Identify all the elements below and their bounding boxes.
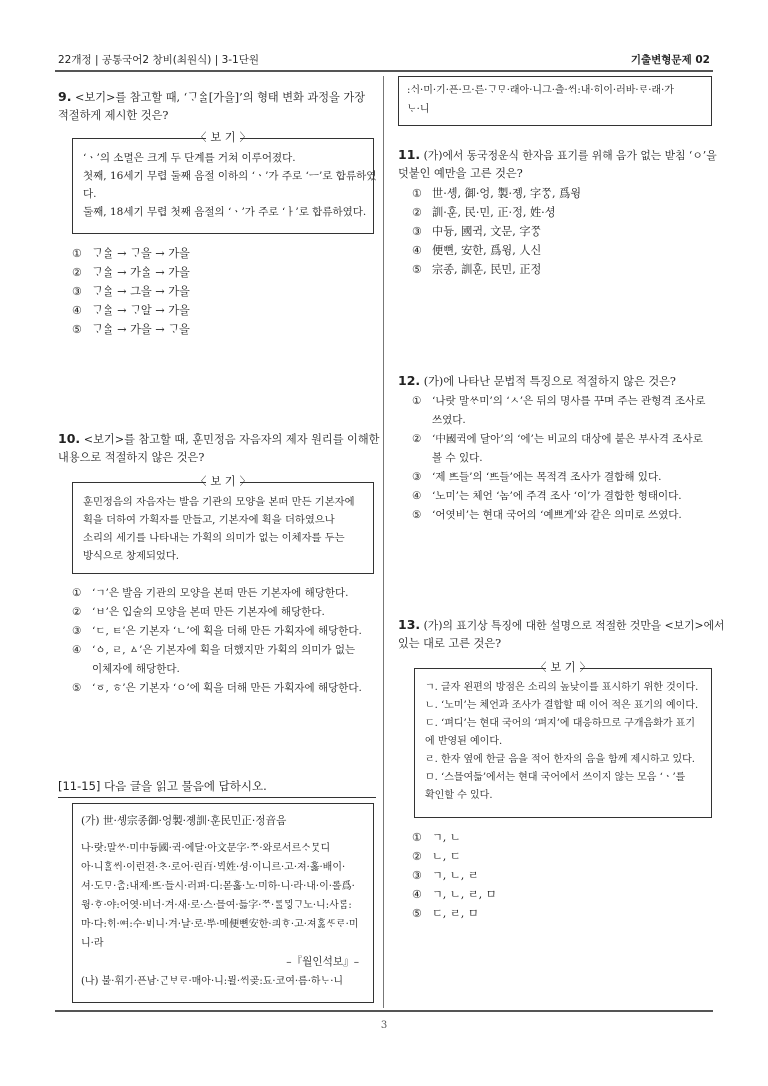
page-number: 3: [380, 1020, 388, 1031]
passage-source: –『월인석보』–: [286, 956, 359, 968]
question-stem: 내용으로 적절하지 않은 것은?: [58, 451, 205, 464]
question-stem: (가)에 나타난 문법적 특징으로 적절하지 않은 것은?: [423, 375, 676, 388]
question-stem: (가)의 표기상 특징에 대한 설명으로 적절한 것만을 <보기>에서: [423, 619, 725, 632]
option-4-cont: 이체자에 해당한다.: [92, 663, 180, 675]
option-3[interactable]: ③ ᄀᆞᅀᆞᆯ → 그을 → 가을: [72, 285, 190, 298]
bogi-line: 방식으로 창제되었다.: [83, 550, 180, 562]
passage-line: [81, 831, 365, 839]
passage-line: 니·라: [81, 938, 104, 949]
question-9: [58, 88, 376, 125]
section-rule: [58, 797, 376, 798]
question-13: [398, 616, 725, 653]
question-number: 10.: [58, 431, 81, 446]
bogi-title: 〈 보 기 〉: [195, 475, 251, 488]
option-2[interactable]: ② ㄴ, ㄷ: [412, 850, 461, 863]
bogi-line: 획을 더하여 가획자를 만들고, 기본자에 획을 더하였으나: [83, 514, 335, 526]
question-10: [58, 430, 380, 467]
option-5[interactable]: ⑤ ᄀᆞᅀᆞᆯ → 가을 → ᄀᆞ을: [72, 323, 190, 336]
passage-box: [72, 803, 374, 1003]
passage-continuation-box: [398, 76, 712, 126]
question-number: 9.: [58, 89, 72, 104]
option-1[interactable]: ① ‘나랏 말ᄊᆞ미’의 ‘ㅅ’은 뒤의 명사를 꾸며 주는 관형격 조사로: [412, 395, 706, 407]
bogi-line: ㄴ. ‘노미’는 체언과 조사가 결합할 때 이어 적은 표기의 예이다.: [425, 700, 699, 711]
option-4[interactable]: ④ ‘ㆁ, ㄹ, ㅿ’은 기본자에 획을 더했지만 가획의 의미가 없는: [72, 644, 356, 656]
option-2[interactable]: ② 訓·훈, 民·민, 正·정, 姓·셩: [412, 206, 556, 219]
options-10: [72, 584, 362, 698]
column-divider: [383, 76, 384, 1008]
question-stem: 적절하게 제시한 것은?: [58, 109, 169, 122]
passage-line: (나) 불·휘기·픈남·ᄀᆞᆫᄇᆞᄅᆞ·매아·니:뮐·ᄊᆡ곶:됴·코여·름·하ᄂᆞ·니: [81, 976, 344, 987]
bogi-box-13: [414, 661, 712, 818]
question-number: 13.: [398, 617, 421, 632]
passage-line: :ᄉᆡ·미·기·픈·므·른·ᄀᆞᄆᆞ·래아·니그·츨·ᄊᆡ:내·히이·러바·ᄅᆞ·래·가: [407, 85, 674, 96]
option-3[interactable]: ③ ‘제 ᄠᅳ들’의 ‘ᄠᅳ들’에는 목적격 조사가 결합해 있다.: [412, 471, 662, 483]
passage-line: 나·랏:말ᄊᆞ·미中듕國·귁·에달·아文문字·ᄍᆞ·와로서르ᄉᆞᄆᆞᆺ디: [81, 843, 331, 854]
header-right: 기출변형문제 02: [630, 54, 710, 66]
bogi-line: 에 반영된 예이다.: [425, 736, 503, 747]
options-11: [412, 184, 581, 279]
footer-rule: [55, 1010, 713, 1012]
question-number: 11.: [398, 147, 421, 162]
passage-line: 마·다:ᄒᆡ·ᅇᅧ:수·ᄫᅵ니·겨·날·로·ᄡᅮ·메便뼌安한·킈ᄒᆞ·고·져ᄒᆞᇙᄯᆞᄅᆞ·미: [81, 919, 359, 930]
options-9: [72, 244, 190, 339]
bogi-line: 소리의 세기를 나타내는 가획의 의미가 없는 이체자를 두는: [83, 532, 345, 544]
header-left: 22개정 | 공통국어2 창비(최원식) | 3-1단원: [58, 54, 260, 66]
option-1-cont: 쓰였다.: [432, 414, 466, 426]
option-5[interactable]: ⑤ ‘ㆆ, ㅎ’은 기본자 ‘ㅇ’에 획을 더해 만든 가획자에 해당한다.: [72, 682, 362, 694]
passage-line: 아·니ᄒᆞᆯᄊᆡ·이런젼·ᄎᆞ·로어·린百·ᄇᆡᆨ姓·셩·이니르·고·져·홇·배이·: [81, 862, 346, 873]
option-1[interactable]: ① ㄱ, ㄴ: [412, 831, 461, 844]
bogi-box-9: [72, 131, 377, 234]
bogi-box-10: [72, 475, 374, 574]
question-stem: 있는 대로 고른 것은?: [398, 637, 502, 650]
option-4[interactable]: ④ ‘노미’는 체언 ‘놈’에 주격 조사 ‘이’가 결합한 형태이다.: [412, 490, 682, 502]
option-4[interactable]: ④ 便뼌, 安한, 爲윙, 人신: [412, 244, 542, 257]
bogi-line: 훈민정음의 자음자는 발음 기관의 모양을 본떠 만든 기본자에: [83, 496, 355, 508]
option-5[interactable]: ⑤ ‘어엿비’는 현대 국어의 ‘예쁘게’와 같은 의미로 쓰였다.: [412, 509, 682, 521]
bogi-line: ㄱ. 글자 왼편의 방점은 소리의 높낮이를 표시하기 위한 것이다.: [425, 682, 699, 693]
bogi-title: 〈 보 기 〉: [535, 661, 591, 674]
option-2[interactable]: ② ᄀᆞᅀᆞᆯ → 가ᅀᆞᆯ → 가을: [72, 266, 190, 279]
option-3[interactable]: ③ ㄱ, ㄴ, ㄹ: [412, 869, 479, 882]
bogi-line: 다.: [83, 188, 97, 200]
bogi-line: ㅁ. ‘스믈여듧’에서는 현대 국어에서 쓰이지 않는 모음 ‘ㆍ’를: [425, 772, 686, 783]
option-3[interactable]: ③ 中듕, 國귁, 文문, 字ᄍᆞᆼ: [412, 225, 542, 238]
option-1[interactable]: ① ᄀᆞᅀᆞᆯ → ᄀᆞ을 → 가을: [72, 247, 190, 260]
bogi-line: ㄷ. ‘펴디’는 현대 국어의 ‘펴지’에 대응하므로 구개음화가 표기: [425, 718, 695, 729]
option-4[interactable]: ④ ᄀᆞᅀᆞᆯ → ᄀᆞ알 → 가을: [72, 304, 190, 317]
question-11: [398, 146, 716, 183]
question-stem: 덧붙인 예만을 고른 것은?: [398, 167, 523, 180]
option-4[interactable]: ④ ㄱ, ㄴ, ㄹ, ㅁ: [412, 888, 497, 901]
option-2[interactable]: ② ‘ㅂ’은 입술의 모양을 본떠 만든 기본자에 해당한다.: [72, 606, 325, 618]
passage-line: ᄂᆞ·니: [407, 104, 430, 115]
option-1[interactable]: ① ‘ㄱ’은 발음 기관의 모양을 본떠 만든 기본자에 해당한다.: [72, 587, 349, 599]
bogi-line: 둘째, 18세기 무렵 첫째 음절의 ‘ㆍ’가 주로 ‘ㅏ’로 합류하였다.: [83, 206, 367, 218]
options-12: [412, 392, 705, 525]
question-12: [398, 372, 716, 391]
option-3[interactable]: ③ ‘ㄷ, ㅌ’은 기본자 ‘ㄴ’에 획을 더해 만든 가획자에 해당한다.: [72, 625, 362, 637]
option-5[interactable]: ⑤ ㄷ, ㄹ, ㅁ: [412, 907, 479, 920]
header-rule: [55, 70, 713, 72]
bogi-title: 〈 보 기 〉: [195, 131, 251, 144]
passage-line: 윙·ᄒᆞ·야:어엿·비너·겨·새·로·스·믈여·듧字·ᄍᆞ·ᄅᆞᆯᄆᆡᇰᄀᆞ노·니:사ᄅᆞᆷ:: [81, 900, 352, 911]
options-13: [412, 828, 497, 923]
option-2[interactable]: ② ‘中國귁에 달아’의 ‘에’는 비교의 대상에 붙은 부사격 조사로: [412, 433, 703, 445]
question-stem: <보기>를 참고할 때, ‘ᄀᆞᅀᆞᆯ[가을]’의 형태 변화 과정을 가장: [75, 91, 366, 104]
passage-line: 셔·도ᄆᆞ·ᄎᆞᆷ:내제·ᄠᅳ·들시·러펴·디:몯홇·노·미하·니·라·내·이·롤爲·: [81, 881, 355, 892]
bogi-line: 첫째, 16세기 무렵 둘째 음절 이하의 ‘ㆍ’가 주로 ‘ㅡ’로 합류하였: [83, 170, 377, 182]
option-1[interactable]: ① 世·솅, 御·엉, 製·졩, 字ᄍᆞᆼ, 爲윙: [412, 187, 582, 200]
question-number: 12.: [398, 373, 421, 388]
bogi-line: ‘ㆍ’의 소멸은 크게 두 단계를 거쳐 이루어졌다.: [83, 152, 296, 164]
passage-line: (가) 世·솅宗종御·엉製·졩訓·훈民민正·정音음: [81, 815, 287, 827]
bogi-line: ㄹ. 한자 옆에 한글 음을 적어 한자의 음을 함께 제시하고 있다.: [425, 754, 695, 765]
bogi-line: 확인할 수 있다.: [425, 790, 493, 801]
section-heading: [11-15] 다음 글을 읽고 물음에 답하시오.: [58, 779, 267, 793]
option-2-cont: 볼 수 있다.: [432, 452, 483, 464]
question-stem: <보기>를 참고할 때, 훈민정음 자음자의 제자 원리를 이해한: [83, 433, 380, 446]
option-5[interactable]: ⑤ 宗종, 訓훈, 民민, 正정: [412, 263, 542, 276]
question-stem: (가)에서 동국정운식 한자음 표기를 위해 음가 없는 받침 ‘ㅇ’을: [423, 149, 717, 162]
